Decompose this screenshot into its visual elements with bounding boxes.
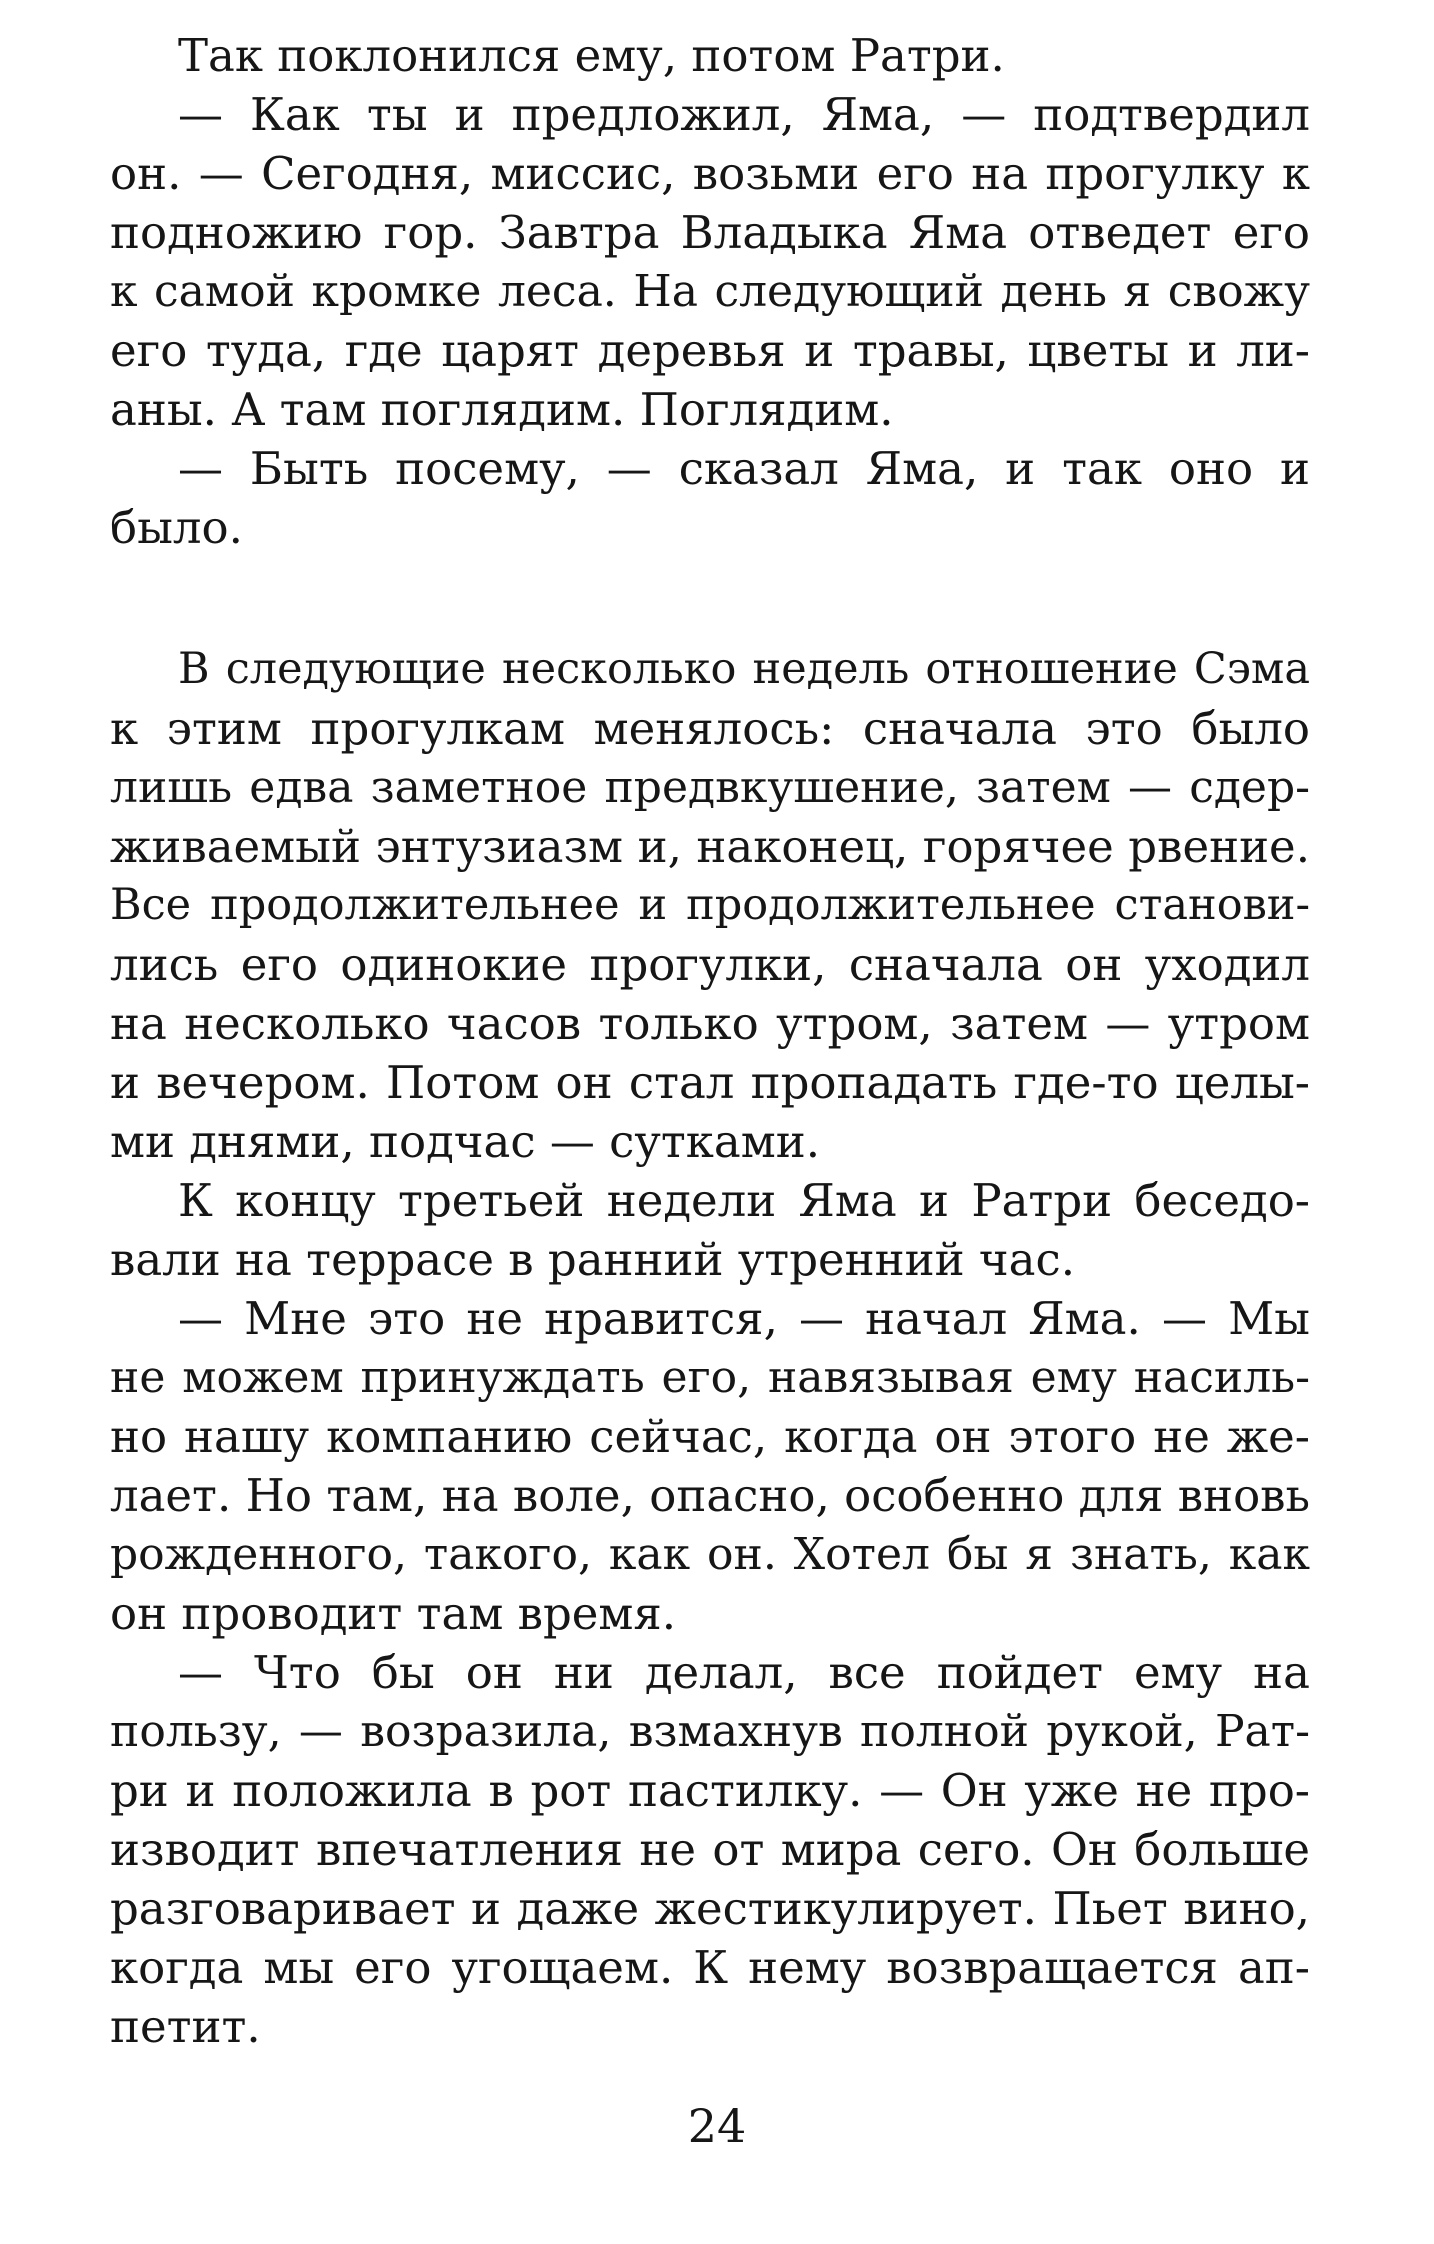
text-line: К концу третьей недели Яма и Ратри беседо- [178, 1174, 1310, 1227]
text-line: не можем принуждать его, навязывая ему насиль- [110, 1352, 1310, 1403]
text-line: — Мне это не нравится, — начал Яма. — Мы [178, 1292, 1310, 1345]
text-line: — Как ты и предложил, Яма, — подтвердил [178, 88, 1310, 141]
text-line: — Быть посему, — сказал Яма, и так оно и [178, 442, 1310, 495]
text-line: — Что бы он ни делал, все пойдет ему на [178, 1646, 1310, 1699]
text-line: но нашу компанию сейчас, когда он этого не же- [110, 1410, 1310, 1463]
text-line: вали на террасе в ранний утренний час. [110, 1233, 1075, 1286]
text-line: Так поклонился ему, потом Ратри. [178, 29, 1005, 82]
text-line: на несколько часов только утром, затем — утром [110, 997, 1310, 1050]
text-line: к самой кромке леса. На следующий день я свожу [110, 266, 1310, 317]
text-line: ми днями, подчас — сутками. [110, 1115, 821, 1168]
text-line: пользу, — возразила, взмахнув полной рукой, Рат- [110, 1706, 1310, 1757]
text-line: он. — Сегодня, миссис, возьми его на прогулку к [110, 147, 1310, 200]
text-line: ри и положила в рот пастилку. — Он уже не про- [110, 1764, 1310, 1817]
text-line: разговаривает и даже жестикулирует. Пьет вино, [110, 1882, 1310, 1935]
text-block-upper [110, 26, 1310, 557]
text-line: петит. [110, 2000, 261, 2053]
text-line: когда мы его угощаем. К нему возвращается ап- [110, 1941, 1310, 1994]
text-line: живаемый энтузиазм и, наконец, горячее рвение. [110, 820, 1310, 873]
text-line: лись его одинокие прогулки, сначала он уходил [110, 938, 1310, 991]
text-line: к этим прогулкам менялось: сначала это было [110, 702, 1310, 755]
text-block-lower [110, 640, 1310, 2056]
page-number: 24 [687, 2099, 747, 2153]
text-line: было. [110, 501, 243, 554]
text-line: аны. А там поглядим. Поглядим. [110, 383, 894, 436]
text-line: он проводит там время. [110, 1587, 677, 1640]
text-line: лает. Но там, на воле, опасно, особенно для вновь [110, 1469, 1310, 1522]
text-line: рожденного, такого, как он. Хотел бы я знать, как [110, 1529, 1310, 1580]
text-line: В следующие несколько недель отношение Сэма [178, 644, 1310, 694]
text-line: и вечером. Потом он стал пропадать где-то целы- [110, 1056, 1310, 1109]
text-line: изводит впечатления не от мира сего. Он больше [110, 1823, 1310, 1876]
text-line: его туда, где царят деревья и травы, цветы и ли- [110, 324, 1310, 377]
text-line: подножию гор. Завтра Владыка Яма отведет его [110, 206, 1310, 259]
text-line: Все продолжительнее и продолжительнее станови- [110, 880, 1310, 930]
text-line: лишь едва заметное предвкушение, затем — сдер- [110, 762, 1310, 813]
